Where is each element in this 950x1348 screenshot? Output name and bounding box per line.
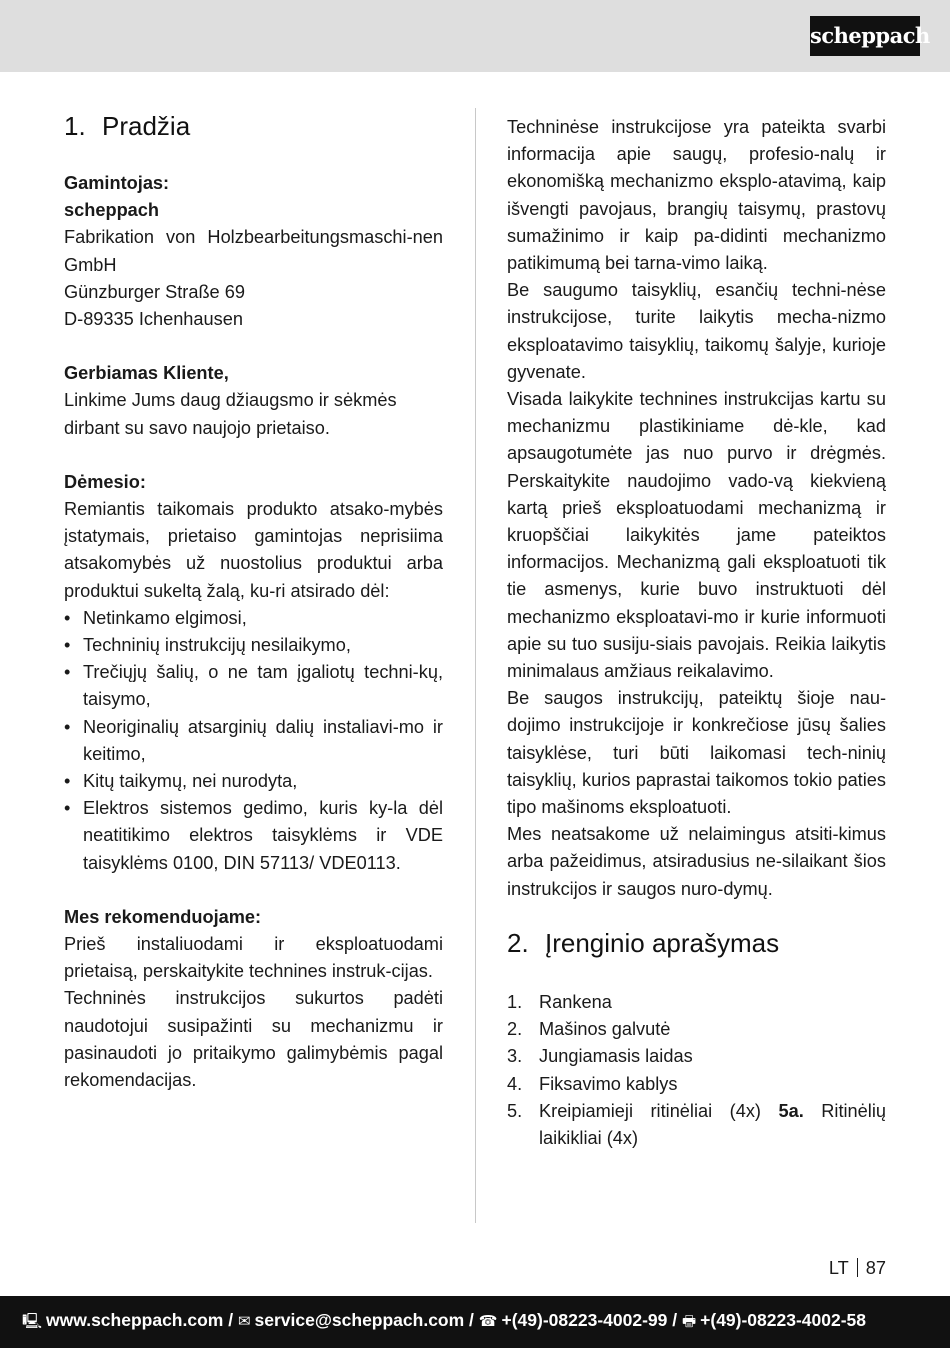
body-paragraph: Techninėse instrukcijose yra pateikta svarbi informacija apie saugų, profesio-nalų ir ekonomišką mechanizmo eksplo-atavimą, kaip išvengti pavojaus, brangių taisymų, prastovų sumažinimo ir kaip pa-didinti mechanizmo patikimumą bei tarna-vimo laiką. <box>507 117 886 274</box>
list-item <box>507 989 886 1016</box>
left-column <box>64 108 443 1094</box>
footer-bar <box>0 1296 950 1348</box>
page-number <box>829 1255 886 1282</box>
recommend-text: Techninės instrukcijos sukurtos padėti naudotojui susipažinti su mechanizmu ir pasinaudoti jo pritaikymo galimybėmis pagal rekomendacijas. <box>64 988 443 1091</box>
column-divider <box>475 108 476 1223</box>
section-1-number: 1. <box>64 111 86 141</box>
section-2-title: Įrenginio aprašymas <box>545 927 780 958</box>
fax-icon: 🖶 <box>681 1313 697 1330</box>
item-subtext: Ritinėlių laikikliai (4x) <box>539 1100 886 1148</box>
item-text: Mašinos galvutė <box>539 1019 671 1040</box>
list-item: • Neoriginalių atsarginių dalių instaliavi-mo ir keitimo, <box>64 714 443 768</box>
body-paragraph: Be saugos instrukcijų, pateiktų šioje nau-dojimo instrukcijoje ir konkrečiose jūsų šalies taisyklėse, turi būti laikomasi tech-ninių taisyklių, kurios paprastai taikomos tokio paties tipo mašinoms eksploatuoti. <box>507 688 886 818</box>
list-item <box>507 1043 886 1070</box>
attention-block <box>64 469 443 877</box>
right-column <box>507 114 886 1152</box>
body-paragraph: Mes neatsakome už nelaimingus atsiti-kimus arba pažeidimus, atsiradusius ne-silaikant šios instrukcijos ir saugos nuro-dymų. <box>507 824 886 899</box>
attention-text: Remiantis taikomais produkto atsako-mybės įstatymais, prietaiso gamintojas neprisiima atsakomybės už nuostolius produktui arba produktui sukeltą žalą, ku-ri atsirado dėl: <box>64 499 443 601</box>
greeting-block <box>64 360 443 442</box>
parts-list <box>507 989 886 1152</box>
manufacturer-name: scheppach <box>64 200 160 221</box>
computer-icon: 🖳 <box>22 1313 43 1330</box>
item-text: Jungiamasis laidas <box>539 1046 693 1067</box>
list-item: • Kitų taikymų, nei nurodyta, <box>64 768 443 795</box>
section-1-title: Pradžia <box>102 111 191 141</box>
section-2-number: 2. <box>507 927 529 958</box>
item-number: 2. <box>507 1019 523 1040</box>
list-item <box>507 1098 886 1152</box>
footer-fax: +(49)-08223-4002-58 <box>700 1310 867 1330</box>
item-number: 3. <box>507 1046 523 1067</box>
brand-logo: scheppach <box>810 16 920 56</box>
recommend-text: Prieš instaliuodami ir eksploatuodami prietaisą, perskaitykite technines instruk-cijas. <box>64 934 443 982</box>
item-text: Rankena <box>539 991 612 1012</box>
item-number: 5. <box>507 1100 523 1121</box>
footer-web[interactable]: www.scheppach.com / <box>46 1310 234 1330</box>
recommend-title: Mes rekomenduojame: <box>64 906 262 927</box>
page-number-separator <box>857 1258 858 1277</box>
manufacturer-label: Gamintojas: <box>64 173 170 193</box>
item-text: Fiksavimo kablys <box>539 1073 678 1094</box>
page-number-value: 87 <box>865 1258 886 1278</box>
attention-list <box>64 605 443 877</box>
manufacturer-block <box>64 170 443 333</box>
list-item: • Netinkamo elgimosi, <box>64 605 443 632</box>
recommend-block <box>64 904 443 1094</box>
address-line: Günzburger Straße 69 <box>64 281 245 302</box>
greeting-text: Linkime Jums daug džiaugsmo ir sėkmės dirbant su savo naujojo prietaiso. <box>64 390 397 438</box>
section-2-heading <box>507 925 886 961</box>
body-paragraph: Be saugumo taisyklių, esančių techni-nėse instrukcijose, turite laikytis mecha-nizmo eksploatavimo taisyklių, taikomų šalyje, kurioje gyvenate. <box>507 280 886 382</box>
footer-email[interactable]: service@scheppach.com / <box>254 1310 474 1330</box>
item-text: Kreipiamieji ritinėliai (4x) <box>539 1100 761 1121</box>
item-number: 4. <box>507 1073 523 1094</box>
header-band <box>0 0 950 72</box>
address-line: Fabrikation von Holzbearbeitungsmaschi-nen GmbH <box>64 227 443 275</box>
attention-title: Dėmesio: <box>64 471 146 492</box>
greeting-title: Gerbiamas Kliente, <box>64 363 229 384</box>
list-item <box>507 1071 886 1098</box>
footer-phone: +(49)-08223-4002-99 / <box>501 1310 678 1330</box>
address-line: D-89335 Ichenhausen <box>64 309 243 330</box>
item-number: 1. <box>507 991 523 1012</box>
mail-icon: ✉ <box>237 1313 251 1330</box>
list-item <box>507 1016 886 1043</box>
list-item: • Trečiųjų šalių, o ne tam įgaliotų techni-kų, taisymo, <box>64 659 443 713</box>
body-paragraph: Visada laikykite technines instrukcijas kartu su mechanizmu plastikiniame dė-kle, kad apsaugotumėte jas nuo purvo ir drėgmės. Perskaitykite naudojimo vado-vą kiekvieną kartą prieš eksploatuodami mechanizmą ir kruopščiai laikykitės jame pateiktos informacijos. Mechanizmą gali eksploatuoti tik tie asmenys, kurie buvo instruktuoti dėl mechanizmo eksploatavi-mo ir kurie informuoti apie su tuo susiju-siais pavojais. Reikia laikytis minimalaus amžiaus reikalavimo. <box>507 389 886 682</box>
list-item: • Techninių instrukcijų nesilaikymo, <box>64 632 443 659</box>
list-item: • Elektros sistemos gedimo, kuris ky-la dėl neatitikimo elektros taisyklėms ir VDE taisyklėms 0100, DIN 57113/ VDE0113. <box>64 795 443 877</box>
phone-icon: ☎ <box>478 1313 498 1330</box>
item-subnumber: 5a. <box>778 1100 804 1121</box>
page-lang: LT <box>828 1258 849 1278</box>
section-1-heading <box>64 108 443 144</box>
